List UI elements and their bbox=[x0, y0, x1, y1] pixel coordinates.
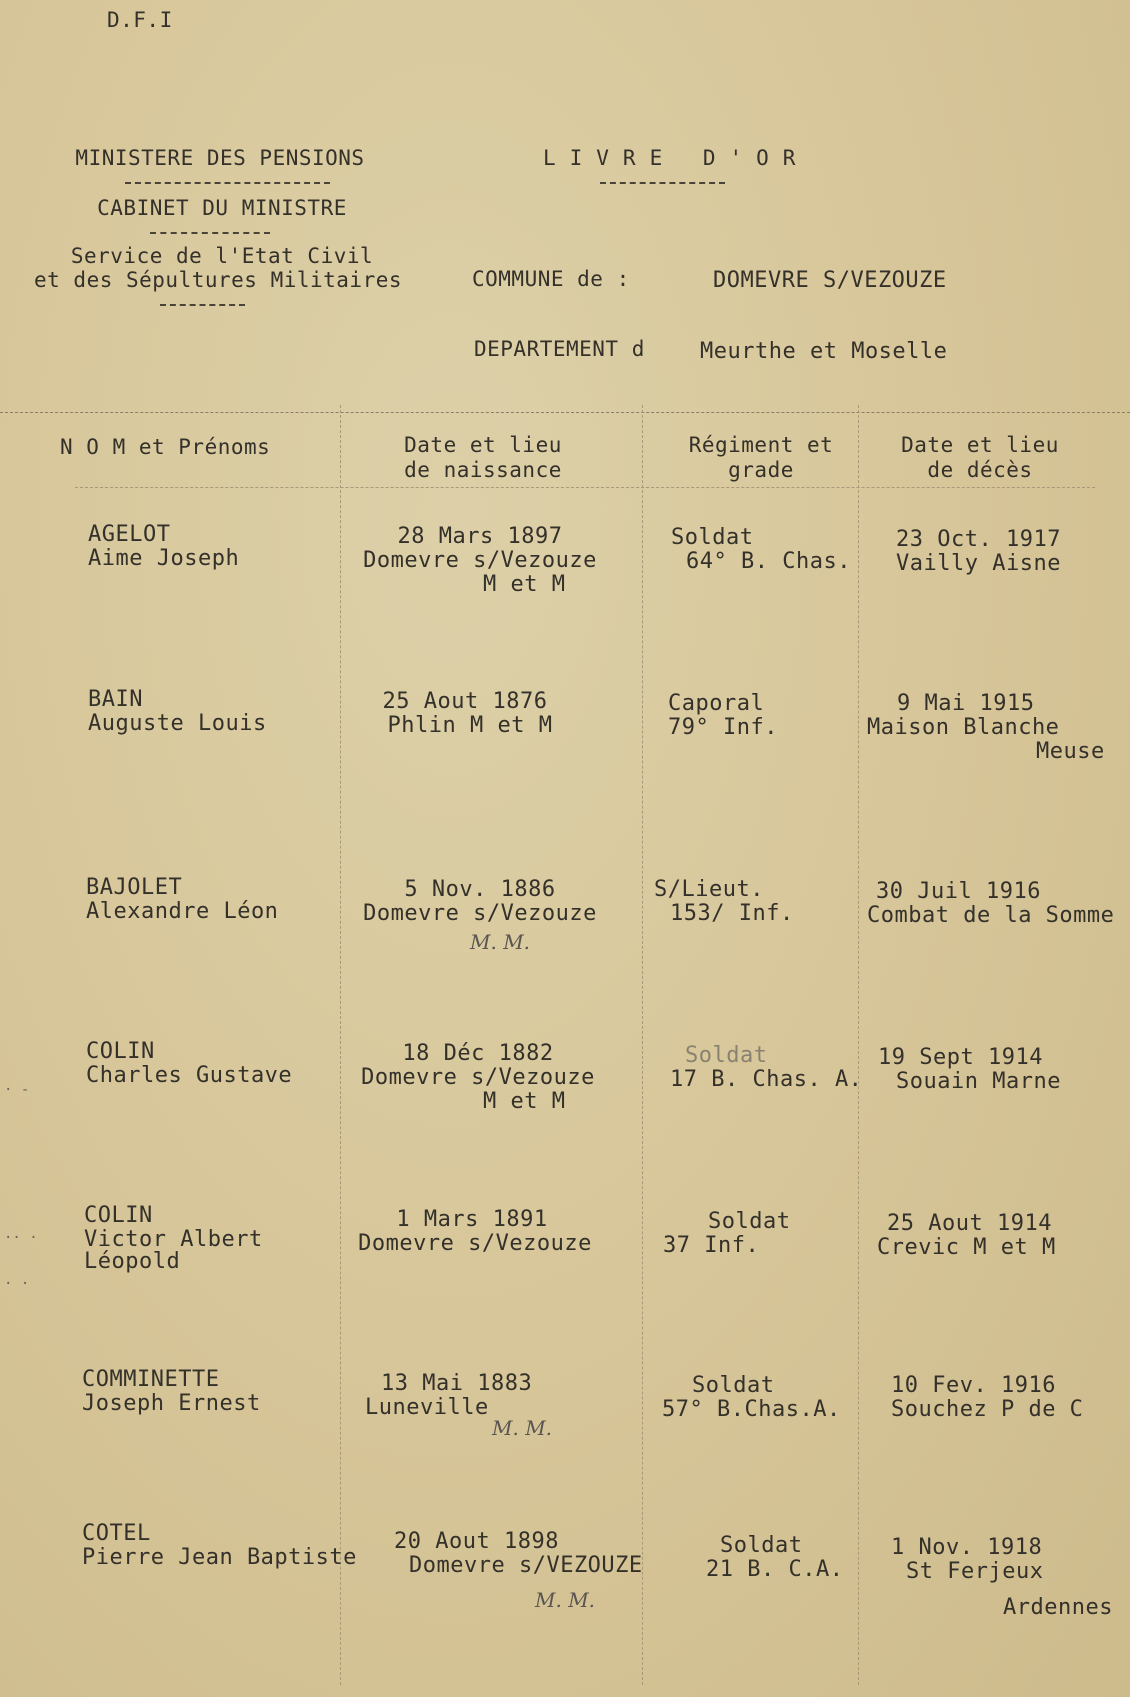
header-regiment-line2: grade bbox=[728, 458, 794, 482]
column-separator bbox=[642, 405, 643, 1685]
divider bbox=[600, 182, 725, 184]
page-title: LIVRE D'OR bbox=[543, 146, 810, 170]
column-separator bbox=[340, 405, 341, 1685]
row-name: BAIN bbox=[88, 687, 143, 712]
row-birth-place: Luneville bbox=[365, 1395, 489, 1420]
handwritten-annotation: M. M. bbox=[535, 1588, 596, 1612]
row-regiment: 17 B. Chas. A. bbox=[670, 1067, 863, 1092]
reference-code: D.F.I bbox=[107, 8, 173, 32]
cabinet-name: CABINET DU MINISTRE bbox=[97, 196, 347, 220]
header-death-line1: Date et lieu bbox=[901, 433, 1059, 457]
margin-mark: ·· · bbox=[4, 1230, 38, 1246]
service-line-2: et des Sépultures Militaires bbox=[33, 268, 403, 292]
row-birth-dept: M et M bbox=[483, 572, 566, 597]
row-birth-place: Domevre s/VEZOUZE bbox=[409, 1553, 643, 1578]
row-grade: Caporal bbox=[668, 691, 765, 716]
row-birth-date: 1 Mars 1891 bbox=[396, 1207, 548, 1232]
header-underline bbox=[75, 487, 1095, 488]
row-grade: Soldat bbox=[720, 1533, 803, 1558]
divider bbox=[150, 232, 270, 234]
row-death-place: Combat de la Somme bbox=[867, 903, 1115, 928]
row-birth-date: 20 Aout 1898 bbox=[394, 1529, 559, 1554]
departement-value: Meurthe et Moselle bbox=[700, 339, 948, 364]
header-regiment-line1: Régiment et bbox=[688, 433, 834, 457]
commune-label: COMMUNE de : bbox=[472, 267, 630, 291]
row-firstnames: Aime Joseph bbox=[88, 546, 240, 571]
row-death-dept: Meuse bbox=[1036, 739, 1105, 764]
row-birth-date: 25 Aout 1876 bbox=[382, 689, 548, 714]
column-separator bbox=[858, 405, 859, 1685]
row-death-date: 9 Mai 1915 bbox=[897, 691, 1035, 716]
row-firstnames-cont: Léopold bbox=[84, 1249, 181, 1274]
row-name: COLIN bbox=[84, 1203, 153, 1228]
row-grade: Soldat bbox=[671, 525, 754, 550]
divider bbox=[125, 182, 330, 184]
row-grade: Soldat bbox=[708, 1209, 791, 1234]
row-birth-date: 18 Déc 1882 bbox=[402, 1041, 554, 1066]
row-regiment: 153/ Inf. bbox=[670, 901, 794, 926]
row-death-date: 19 Sept 1914 bbox=[878, 1045, 1043, 1070]
commune-value: DOMEVRE S/VEZOUZE bbox=[713, 268, 947, 293]
row-death-date: 1 Nov. 1918 bbox=[891, 1535, 1043, 1560]
margin-mark: · · bbox=[4, 1276, 30, 1292]
row-name: COMMINETTE bbox=[82, 1367, 220, 1392]
divider bbox=[160, 304, 245, 306]
row-firstnames: Auguste Louis bbox=[88, 711, 267, 736]
row-death-date: 30 Juil 1916 bbox=[876, 879, 1041, 904]
header-name: N O M et Prénoms bbox=[60, 435, 271, 459]
row-birth-dept: M et M bbox=[483, 1089, 566, 1114]
row-grade: Soldat bbox=[692, 1373, 775, 1398]
row-name: AGELOT bbox=[88, 522, 171, 547]
row-birth-place: Domevre s/Vezouze bbox=[363, 901, 597, 926]
row-regiment: 79° Inf. bbox=[668, 715, 778, 740]
row-death-date: 25 Aout 1914 bbox=[887, 1211, 1052, 1236]
row-name: COLIN bbox=[86, 1039, 155, 1064]
row-death-place: St Ferjeux bbox=[906, 1559, 1044, 1584]
row-birth-place: Domevre s/Vezouze bbox=[363, 548, 597, 573]
handwritten-annotation: M. M. bbox=[470, 930, 531, 954]
row-death-date: 23 Oct. 1917 bbox=[896, 527, 1061, 552]
row-birth-place: Domevre s/Vezouze bbox=[361, 1065, 595, 1090]
row-death-place: Maison Blanche bbox=[867, 715, 1060, 740]
margin-mark: · - bbox=[4, 1082, 30, 1098]
header-birth-line1: Date et lieu bbox=[404, 433, 562, 457]
row-firstnames: Alexandre Léon bbox=[86, 899, 279, 924]
departement-label: DEPARTEMENT d bbox=[474, 337, 645, 361]
row-birth-place: Domevre s/Vezouze bbox=[358, 1231, 592, 1256]
row-regiment: 57° B.Chas.A. bbox=[662, 1397, 841, 1422]
header-birth-line2: de naissance bbox=[404, 458, 562, 482]
row-death-place: Souchez P de C bbox=[891, 1397, 1084, 1422]
row-grade: S/Lieut. bbox=[654, 877, 764, 902]
row-firstnames: Joseph Ernest bbox=[82, 1391, 261, 1416]
row-firstnames: Charles Gustave bbox=[86, 1063, 293, 1088]
header-death-line2: de décès bbox=[927, 458, 1033, 482]
row-regiment: 37 Inf. bbox=[663, 1233, 760, 1258]
row-birth-date: 13 Mai 1883 bbox=[381, 1371, 533, 1396]
row-death-place: Vailly Aisne bbox=[896, 551, 1061, 576]
row-firstnames: Pierre Jean Baptiste bbox=[82, 1545, 357, 1570]
row-regiment: 21 B. C.A. bbox=[706, 1557, 844, 1582]
ministry-name: MINISTERE DES PENSIONS bbox=[75, 146, 365, 170]
table-top-rule bbox=[0, 412, 1130, 413]
row-name: BAJOLET bbox=[86, 875, 183, 900]
row-death-place: Souain Marne bbox=[896, 1069, 1061, 1094]
row-birth-date: 5 Nov. 1886 bbox=[404, 877, 556, 902]
handwritten-annotation: M. M. bbox=[492, 1416, 553, 1440]
row-death-place: Crevic M et M bbox=[877, 1235, 1056, 1260]
row-death-date: 10 Fev. 1916 bbox=[891, 1373, 1056, 1398]
row-birth-place: Phlin M et M bbox=[387, 713, 553, 738]
row-firstnames: Victor Albert bbox=[84, 1227, 263, 1252]
row-grade: Soldat bbox=[685, 1043, 768, 1068]
row-name: COTEL bbox=[82, 1521, 151, 1546]
service-line-1: Service de l'Etat Civil bbox=[70, 244, 374, 268]
row-regiment: 64° B. Chas. bbox=[686, 549, 851, 574]
row-birth-date: 28 Mars 1897 bbox=[397, 524, 563, 549]
row-death-dept: Ardennes bbox=[1003, 1595, 1113, 1620]
